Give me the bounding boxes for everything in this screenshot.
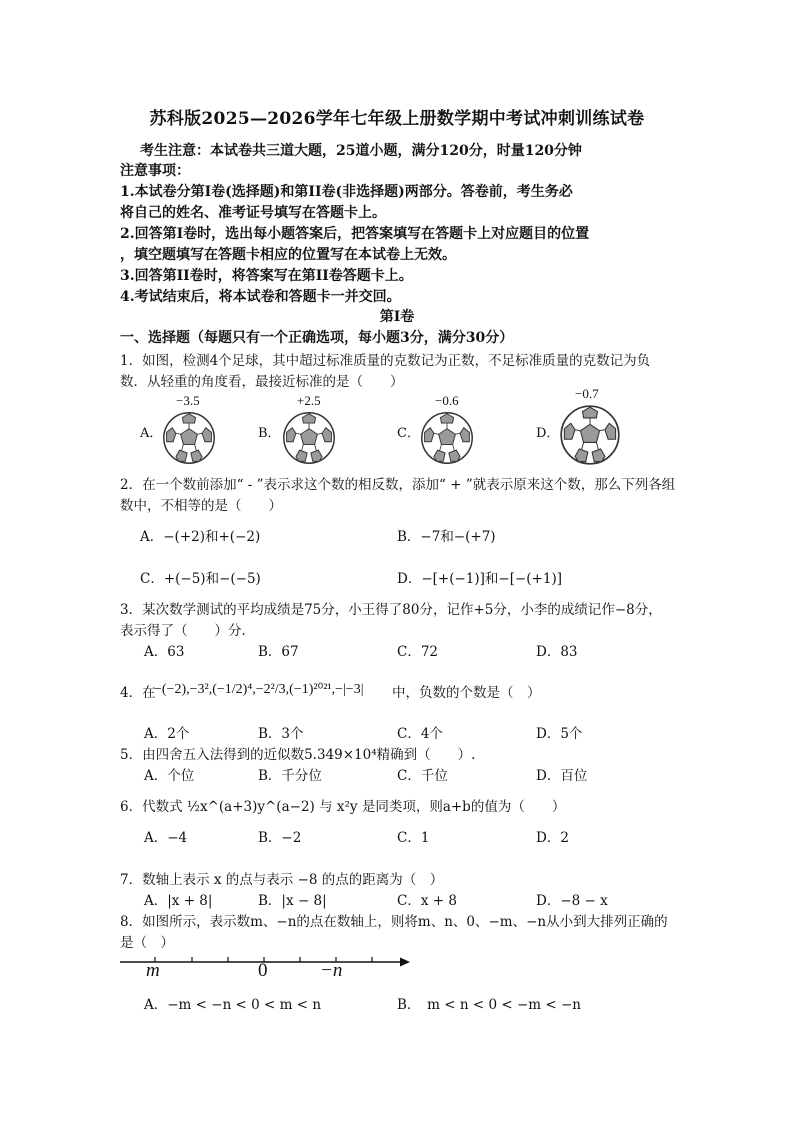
q7-line1: 7．数轴上表示 x 的点与表示 −8 的点的距离为（ ）: [120, 872, 444, 888]
q4-option-c: C．4个: [397, 726, 443, 742]
q7-option-d: D．−8 − x: [536, 893, 608, 909]
q2-option-b: B．−7和−(+7): [397, 529, 496, 545]
q6-line1: 6．代数式 ½x^(a+3)y^(a−2) 与 x²y 是同类项，则a+b的值为（ ）: [120, 799, 566, 815]
ball-d-label: D．: [536, 426, 560, 441]
ball-d-value: −0.7: [575, 386, 599, 401]
note-line: 将自己的姓名、准考证号填写在答题卡上。: [120, 205, 386, 221]
notice-header: 考生注意：本试卷共三道大题，25道小题，满分120分，时量120分钟: [140, 143, 582, 159]
ball-a-value: −3.5: [176, 393, 200, 408]
q3-option-d: D．83: [536, 644, 578, 660]
axis-label-zero: 0: [258, 960, 268, 981]
ball-c-label: C．: [397, 426, 420, 441]
ball-c-value: −0.6: [435, 393, 459, 408]
q8-line2: 是（ ）: [120, 935, 174, 951]
note-line: 2.回答第Ⅰ卷时，选出每小题答案后，把答案填写在答题卡上对应题目的位置: [120, 226, 590, 242]
q3-option-b: B．67: [258, 644, 299, 660]
q6-option-d: D．2: [536, 830, 569, 846]
q3-line1: 3．某次数学测试的平均成绩是75分，小王得了80分，记作+5分，小李的成绩记作−8分，: [120, 602, 662, 618]
q2-option-c: C．+(−5)和−(−5): [140, 571, 261, 587]
q7-option-b: B．|x − 8|: [258, 893, 327, 909]
soccer-ball-icon: [281, 410, 337, 466]
number-line: [118, 948, 418, 978]
axis-label-m: m: [146, 960, 160, 981]
q4-suffix: 中，负数的个数是（ ）: [392, 685, 541, 701]
q2-line1: 2．在一个数前添加“ - ”表示求这个数的相反数，添加“ + ”就表示原来这个数，那么下列各组: [120, 477, 676, 493]
q4-expression: −(−2),−3²,(−1/2)⁴,−2²/3,(−1)²⁰²¹,−|−3|: [154, 682, 364, 697]
q5-option-c: C．千位: [397, 768, 448, 784]
q7-option-c: C．x + 8: [397, 893, 457, 909]
q4-option-d: D．5个: [536, 726, 583, 742]
section-title: 一、选择题（每题只有一个正确选项，每小题3分，满分30分）: [120, 330, 514, 346]
q4-option-a: A．2个: [144, 726, 190, 742]
q5-option-a: A．个位: [144, 768, 195, 784]
q3-line2: 表示得了（ ）分．: [120, 623, 255, 639]
q2-option-a: A．−(+2)和+(−2): [140, 529, 261, 545]
q8-option-a: A．−m < −n < 0 < m < n: [144, 997, 322, 1013]
q1-line2: 数．从轻重的角度看，最接近标准的是（ ）: [120, 374, 404, 390]
axis-label-neg-n: −n: [320, 960, 343, 981]
note-line: 4.考试结束后，将本试卷和答题卡一并交回。: [120, 289, 401, 305]
q5-option-b: B．千分位: [258, 768, 322, 784]
q4-option-b: B．3个: [258, 726, 304, 742]
part-title: 第Ⅰ卷: [379, 309, 415, 325]
q7-option-a: A．|x + 8|: [144, 893, 213, 909]
q6-option-b: B．−2: [258, 830, 302, 846]
soccer-ball-icon: [419, 410, 475, 466]
ball-b-label: B．: [258, 426, 281, 441]
q6-option-c: C．1: [397, 830, 430, 846]
note-line: ，填空题填写在答题卡相应的位置写在本试卷上无效。: [120, 247, 456, 263]
q8-line1: 8．如图所示，表示数m、−n的点在数轴上，则将m、n、0、−m、−n从小到大排列正确的: [120, 914, 668, 930]
soccer-ball-icon: [558, 403, 622, 467]
q4-prefix: 4．在: [120, 685, 156, 701]
notice-label: 注意事项：: [120, 163, 190, 179]
ball-b-value: +2.5: [297, 393, 321, 408]
q5-line1: 5．由四舍五入法得到的近似数5.349×10⁴精确到（ ）.: [120, 747, 476, 763]
q3-option-a: A．63: [144, 644, 185, 660]
note-line: 3.回答第II卷时，将答案写在第II卷答题卡上。: [120, 268, 413, 284]
q8-option-b: B． m < n < 0 < −m < −n: [397, 997, 581, 1013]
q2-option-d: D．−[+(−1)]和−[−(+1)]: [397, 571, 563, 587]
page-title: 苏科版2025—2026学年七年级上册数学期中考试冲刺训练试卷: [149, 109, 645, 129]
note-line: 1.本试卷分第Ⅰ卷(选择题)和第II卷(非选择题)两部分。答卷前，考生务必: [120, 184, 573, 200]
q6-option-a: A．−4: [144, 830, 188, 846]
q3-option-c: C．72: [397, 644, 439, 660]
q2-line2: 数中，不相等的是（ ）: [120, 498, 282, 514]
soccer-ball-icon: [161, 410, 217, 466]
q1-line1: 1．如图，检测4个足球，其中超过标准质量的克数记为正数，不足标准质量的克数记为负: [120, 353, 651, 369]
q5-option-d: D．百位: [536, 768, 588, 784]
ball-a-label: A．: [140, 426, 163, 441]
